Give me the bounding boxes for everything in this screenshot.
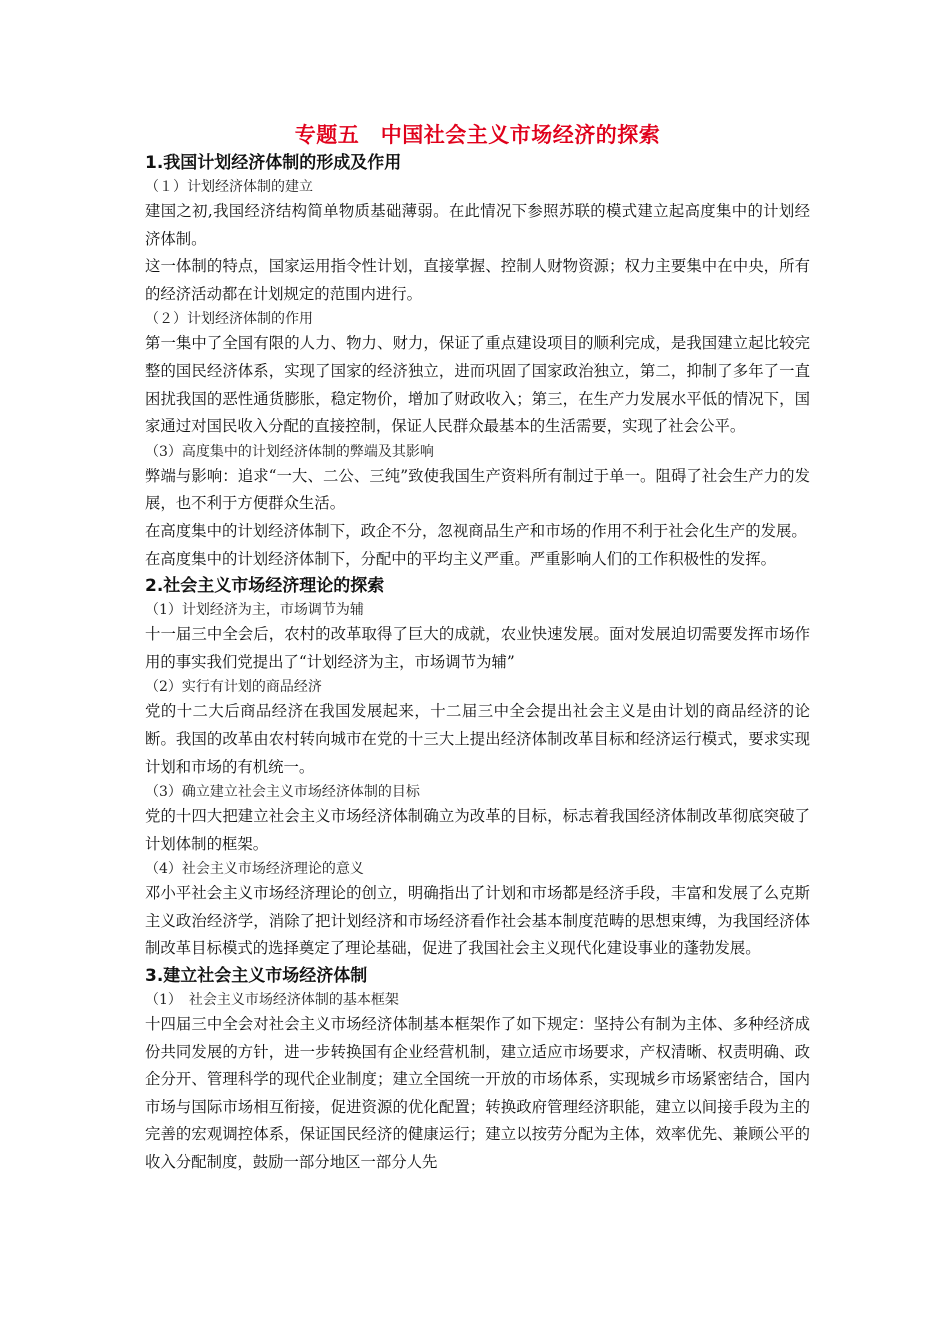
section-1-paragraph: 这一体制的特点，国家运用指令性计划，直接掌握、控制人财物资源；权力主要集中在中央，所有的经济活动都在计划规定的范围内进行。	[145, 257, 810, 303]
section-2-heading: 2.社会主义市场经济理论的探索	[145, 576, 385, 597]
section-1-subheading-3: （3）高度集中的计划经济体制的弊端及其影响	[145, 443, 434, 460]
section-3-heading: 3.建立社会主义市场经济体制	[145, 966, 368, 987]
section-2-paragraph: 党的十四大把建立社会主义市场经济体制确立为改革的目标，标志着我国经济体制改革彻底突破了计划体制的框架。	[145, 807, 810, 853]
section-1-paragraph: 建国之初,我国经济结构简单物质基础薄弱。在此情况下参照苏联的模式建立起高度集中的计划经济体制。	[145, 202, 810, 248]
section-1-heading: 1.我国计划经济体制的形成及作用	[145, 153, 402, 173]
section-1-subheading-2: （２）计划经济体制的作用	[145, 311, 313, 328]
section-1-paragraph: 在高度集中的计划经济体制下，分配中的平均主义严重。严重影响人们的工作积极性的发挥。	[145, 549, 777, 568]
section-2-subheading-3: （3）确立建立社会主义市场经济体制的目标	[145, 784, 420, 801]
document-title: 专题五 中国社会主义市场经济的探索	[294, 122, 661, 147]
section-2-subheading-1: （1）计划经济为主，市场调节为辅	[145, 602, 364, 619]
section-2-paragraph: 党的十二大后商品经济在我国发展起来，十二届三中全会提出社会主义是由计划的商品经济的论断。我国的改革由农村转向城市在党的十三大上提出经济体制改革目标和经济运行模式，要求实现计划和市场的有机统一。	[145, 702, 810, 776]
section-2-subheading-4: （4）社会主义市场经济理论的意义	[145, 861, 364, 878]
section-2-paragraph: 邓小平社会主义市场经济理论的创立，明确指出了计划和市场都是经济手段，丰富和发展了么克斯主义政治经济学，消除了把计划经济和市场经济看作社会基本制度范畴的思想束缚，为我国经济体制改革目标模式的选择奠定了理论基础，促进了我国社会主义现代化建设事业的蓬勃发展。	[145, 884, 810, 958]
section-2-paragraph: 十一届三中全会后，农村的改革取得了巨大的成就，农业快速发展。面对发展迫切需要发挥市场作用的事实我们党提出了“计划经济为主，市场调节为辅”	[145, 625, 810, 671]
section-3-paragraph: 十四届三中全会对社会主义市场经济体制基本框架作了如下规定：坚持公有制为主体、多种经济成份共同发展的方针，进一步转换国有企业经营机制，建立适应市场要求，产权清晰、权责明确、政企分开、管理科学的现代企业制度；建立全国统一开放的市场体系，实现城乡市场紧密结合，国内市场与国际市场相互衔接，促进资源的优化配置；转换政府管理经济职能，建立以间接手段为主的完善的宏观调控体系，保证国民经济的健康运行；建立以按劳分配为主体，效率优先、兼顾公平的收入分配制度，鼓励一部分地区一部分人先	[145, 1015, 810, 1172]
document-page	[145, 120, 810, 1177]
section-1-paragraph: 在高度集中的计划经济体制下，政企不分，忽视商品生产和市场的作用不利于社会化生产的发展。	[145, 521, 807, 540]
section-1-subheading-1: （１）计划经济体制的建立	[145, 179, 313, 195]
section-3-subheading-1: （1） 社会主义市场经济体制的基本框架	[145, 992, 399, 1009]
section-1-paragraph: 第一集中了全国有限的人力、物力、财力，保证了重点建设项目的顺利完成，是我国建立起比较完整的国民经济体系，实现了国家的经济独立，进而巩固了国家政治独立，第二，抑制了多年了一直困扰我国的恶性通货膨胀，稳定物价，增加了财政收入；第三，在生产力发展水平低的情况下，国家通过对国民收入分配的直接控制，保证人民群众最基本的生活需要，实现了社会公平。	[145, 334, 810, 436]
section-2-subheading-2: （2）实行有计划的商品经济	[145, 679, 322, 696]
section-1-paragraph: 弊端与影响：追求“一大、二公、三纯”致使我国生产资料所有制过于单一。阻碍了社会生产力的发展，也不利于方便群众生活。	[145, 466, 810, 513]
